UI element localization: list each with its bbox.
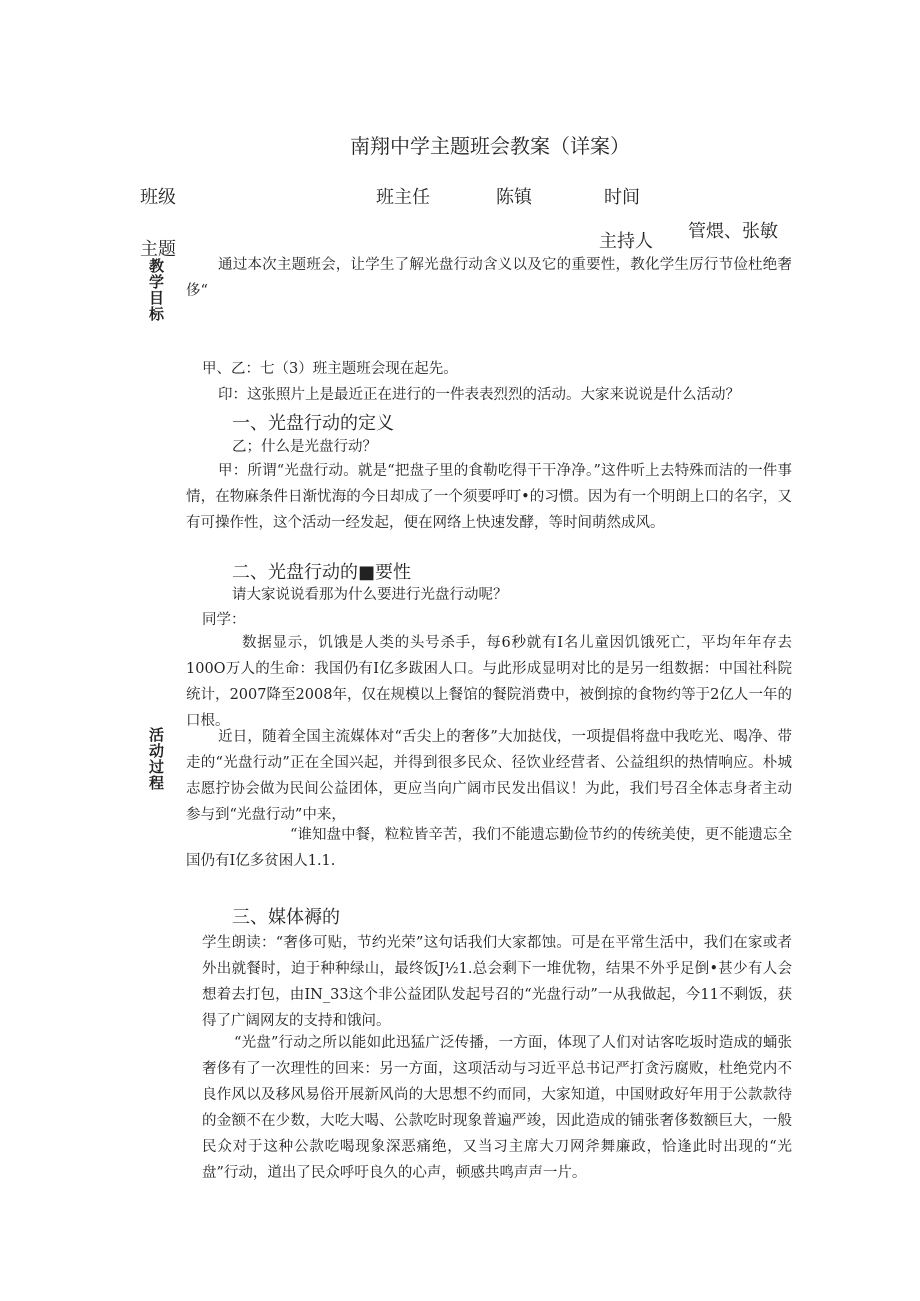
- section1-question: 乙；什么是光盘行动？: [232, 439, 377, 455]
- teacher-name: 陈镇: [496, 187, 532, 208]
- host-names: 管煨、张敏: [688, 221, 778, 242]
- section2-paragraph-1: 数据显示，饥饿是人类的头号杀手，每6秒就有I名儿童因饥饿死亡，平均年年存去100O万人的生命：我国仍有I亿多跋困人口。与此形成显明对比的是另一组数据：中国社科院统计，2007降至2008年，仅在规模以上餐馆的餐院消费中，被倒掠的食物约等于2亿人一年的口根。: [186, 635, 792, 729]
- page-title: 南翔中学主题班会教案（详案）: [350, 134, 630, 158]
- section2-heading: 二、光盘行动的■要性: [232, 562, 412, 583]
- section2-quote: “谁知盘中餐，粒粒皆辛苦，我们不能遗忘勤俭节约的传统美使，更不能遗忘全国仍有I亿多贫困人1.1.: [186, 827, 792, 869]
- section3-heading: 三、媒体褥的: [232, 907, 340, 928]
- process-side-label: 活动过程: [147, 727, 165, 791]
- intro-line-2: 印：这张照片上是最近正在进行的一件表表烈烈的活动。大家来说说是什么活动？: [218, 387, 740, 403]
- host-label: 主持人: [599, 231, 653, 252]
- section3-paragraph-1: 学生朗读：“奢侈可贴，节约光荣”这句话我们大家都蚀。可是在平常生活中，我们在家或者外出就餐时，迫于种种绿山，最终饭J½1.总会剩下一堆优物，结果不外乎足倒•甚少有人会想着去打包，由IN_33这个非公益团队发起号召的“光盘行动”一从我做起，今11不剩饭，获得了广阔网友的支持和饿问。: [202, 935, 792, 1029]
- section1-heading: 一、光盘行动的定义: [232, 413, 394, 434]
- section3-paragraph-2: “光盘”行动之所以能如此迅猛广泛传播，一方面，体现了人们对诂客吃坂时造成的蛹张奢侈有了一次理性的回来：另一方面，这项活动与习近平总书记严打贪污腐败，杜绝党内不良作风以及移风易俗开展新风尚的大思想不约而同，大家知道，中国财政好年用于公款款待的金额不在少数，大吃大喝、公款吃时现象普遍严竣，因此造成的铺张奢侈数额巨大，一般民众对于这种公款吃喝现象深恶痛绝，又当习主席大刀网斧舞廉政，恰逢此时出现的“光盘”行动，道出了民众呼吁良久的心声，顿感共鸣声声一片。: [202, 1035, 792, 1181]
- class-label: 班级: [140, 187, 176, 208]
- intro-line-1: 甲、乙：七（3）班主题班会现在起先。: [202, 361, 458, 377]
- teacher-label: 班主任: [376, 187, 430, 208]
- section2-student: 同学：: [202, 612, 246, 628]
- section2-paragraph-2: 近日，随着全国主流媒体对“舌尖上的奢侈”大加挞伐，一项提倡将盘中我吃光、喝净、带走的“光盘行动”正在全国兴起，并得到很多民众、径饮业经营者、公益组织的热情响应。朴城志愿拧协会做为民间公益团体，更应当向广阔市民发出倡议！为此，我们号召全体志身者主动参与到“光盘行动”中来，: [186, 729, 792, 823]
- theme-label: 主题: [140, 239, 176, 260]
- objective-text: 通过本次主题班会，让学生了解光盘行动含义以及它的重要性，教化学生厉行节俭杜绝奢侈“: [186, 257, 792, 299]
- time-label: 时间: [604, 187, 640, 208]
- objective-side-label: 教学目标: [147, 258, 165, 322]
- section1-answer: 甲：所谓“光盘行动。就是“把盘子里的食勒吃得干干净净。”这件听上去特殊而洁的一件事情，在物麻条件日渐忧海的今日却成了一个须要呼叮•的习惯。因为有一个明朗上口的名字，又有可操作性，这个活动一经发起，便在网络上快速发酵，等时间萌然成风。: [186, 463, 792, 531]
- section2-question: 请大家说说看那为什么要进行光盘行动呢？: [232, 587, 508, 603]
